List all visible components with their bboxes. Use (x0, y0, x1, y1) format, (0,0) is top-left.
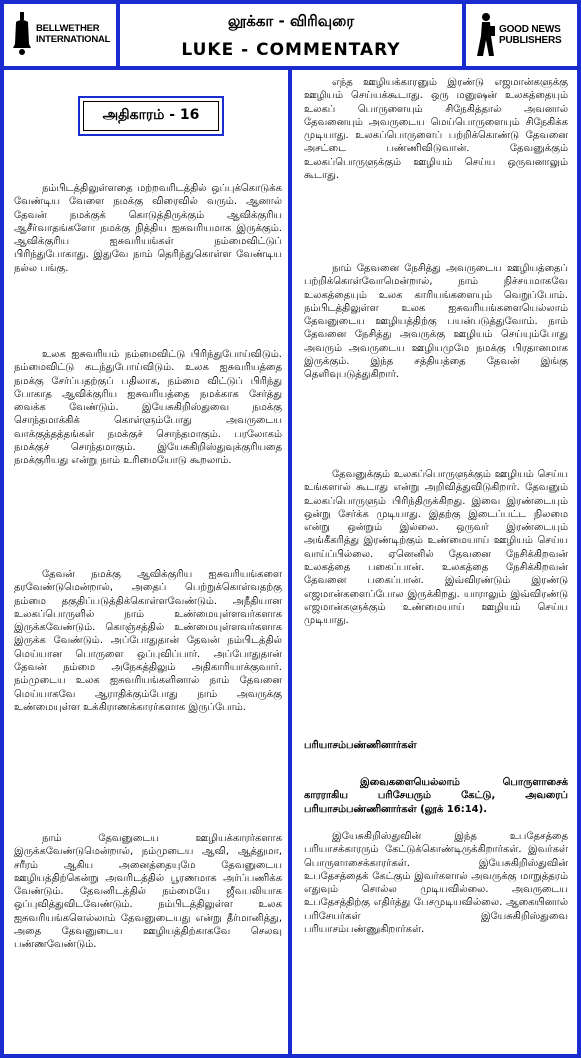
left-paragraph-4: நாம் தேவனுடைய ஊழியக்காரர்களாக இருக்கவேண்டுமென்றால், நம்முடைய ஆவி, ஆத்துமா, சரீரம் ஆகிய அனைத்தையுமே தேவனுடைய ஊழியத்திற்கென்று அவரிடத்தில் பூரணமாக அர்ப்பணிக்க வேண்டும். தேவனிடத்தில் நம்மையே ஜீவபலியாக ஒப்புவித்துவிடவேண்டும். நம்பிடத்திலுள்ள உலக ஐசுவரியங்களெல்லாம் தேவனுடையது என்று தீர்மானித்து, அதை தேவனுடைய ஊழியத்திற்காகவே செலவு பண்ணவேண்டும். (14, 833, 282, 951)
bell-icon (12, 12, 32, 56)
good-news-line1: GOOD NEWS (499, 24, 561, 35)
left-paragraph-3: தேவன் நமக்கு ஆவிக்குரிய ஐசுவரியங்களை தரவேண்டுமென்றால், அதைப் பெற்றுக்கொள்வதற்கு நம்மை தகுதிப்படுத்திக்கொள்ளவேண்டும். அநீதியான உலகப்பொருளில் நாம் உண்மையுள்ளவர்களாக இருக்கவேண்டும். கொஞ்சத்தில் உண்மையுள்ளவர்களாக இருக்க வேண்டும். அப்போதுதான் தேவன் நம்பிடத்தில் மெய்யான பொருளை ஒப்புவிப்பார். அப்போதுதான் தேவன் நம்மை அநேகத்திலும் அதிகாரியாக்குவார். நம்முடைய உலக ஐசுவரியங்களினால் நாம் தேவனை மெய்யாகவே ஆராதிக்கும்போது நாம் அவருக்கு உண்மையுள்ள உக்கிராணக்காரர்களாக இருப்போம். (14, 569, 282, 713)
bellwether-line2: INTERNATIONAL (36, 34, 111, 45)
title-cell (120, 4, 462, 66)
good-news-line2: PUBLISHERS (499, 35, 562, 46)
section-heading: பரியாசம்பண்ணினார்கள் (304, 740, 417, 751)
right-paragraph-1: எந்த ஊழியக்காரனும் இரண்டு எஜமான்களுக்கு ஊழியம் செய்யக்கூடாது. ஒரு மனுஷன் உலகத்தையும் உலகப் பொருளையும் சிநேகித்தால் அவனால் தேவனையும் அவருடைய மெய்பொருளையும் சிநேகிக்க முடியாது. உலகப்பொருளைப் பற்றிக்கொண்டு தேவனை அசட்டை பண்ணிவிடுவான். தேவனுக்கும் உலகப்பொருளுக்கும் ஊழியம் செய்ய ஒருவனாலும் கூடாது. (304, 77, 568, 182)
right-column (292, 70, 577, 1054)
left-paragraph-1: நம்பிடத்திலுள்ளதை மற்றவரிடத்தில் ஒப்புக்கொடுக்க வேண்டிய வேளை நமக்கு விரைவில் வரும். ஆனால் தேவன் நமக்குக் கொடுத்திருக்கும் ஆவிக்குரிய ஆசீர்வாதங்களோ நமக்கு நித்திய ஐசுவரியமாக இருக்கும். ஆவிக்குரிய ஐசுவரியங்கள் நம்மைவிட்டுப் பிரிந்துபோகாது. இதுவே நாம் தெரிந்துகொள்ள வேண்டிய நல்ல பங்கு. (14, 183, 282, 274)
good-news-logo-cell (466, 4, 577, 66)
bellwether-line1: BELLWETHER (36, 23, 100, 34)
chapter-box (78, 96, 224, 136)
left-column (4, 70, 288, 1054)
bellwether-logo (12, 12, 110, 56)
scripture-quote: இவைகளையெல்லாம் பொருளாசைக் காரராகிய பரிசேயரும் கேட்டு, அவரைப் பரியாசம்பண்ணினார்கள் (லூக் 16:14). (304, 777, 568, 815)
chapter-title: அதிகாரம் - 16 (83, 101, 219, 131)
right-paragraph-3: தேவனுக்கும் உலகப்பொருளுக்கும் ஊழியம் செய்ய உங்களால் கூடாது என்று அறிவித்துவிடுகிறார். தேவனும் உலகப்பொருளும் பிரிந்திருக்கிறது. இவை இரண்டையும் ஒன்று சேர்க்க முடியாது. இதற்கு இடைப்பட்ட நிலமை என்று ஒன்றும் இல்லை. ஒருவர் இரண்டையும் அங்கீகரித்து இரண்டிற்கும் உண்மையாய் ஊழியம் செய்ய வாய்ப்பில்லை. ஏனெனில் தேவனை நேசிக்கிறவன் உலகத்தை பகைப்பான். உலகத்தை நேசிக்கிறவன் தேவனை பகைப்பான். இவ்விரண்டும் இரண்டு எஜமான்களைப்போல இருக்கிறது. யாராலும் இவ்விரண்டு எஜமான்களுக்கும் உண்மையாய் ஊழியம் செய்ய முடியாது. (304, 469, 568, 627)
left-paragraph-2: உலக ஐசுவரியம் நம்மைவிட்டு பிரிந்துபோய்விடும். நம்மைவிட்டு கடந்துபோய்விடும். உலக ஐசுவரியத்தை நமக்கு சேர்ப்பதற்குப் பதிலாக, நம்மை விட்டுப் பிரிந்து போகாத ஆவிக்குரிய ஐசுவரியத்தை நமக்காக சேர்த்து வைக்க வேண்டும். இயேசுகிறிஸ்துவை நமக்கு சொந்தமாக்கிக் கொள்ளும்போது அவருடைய வாக்குத்தத்தங்கள் நமக்குச் சொந்தமாகும். பரலோகம் நமக்குச் சொந்தமாகும். இயேசுகிறிஸ்துவுக்குரியதை நமக்குரியது என்று நாம் உரிமையோடு கூறலாம். (14, 349, 282, 467)
bellwether-logo-cell (4, 4, 116, 66)
right-paragraph-2: நாம் தேவனை நேசித்து அவருடைய ஊழியத்தைப் பற்றிக்கொள்வோமென்றால், நாம் நிச்சயமாகவே உலகத்தையும் உலக காரியங்களையும் வெறுப்போம். நம்பிடத்திலுள்ள உலக ஐசுவரியங்களையெல்லாம் தேவனுடைய ஊழியத்திற்கு பயன்படுத்துவோம். நாம் தேவனை நேசித்து அவருக்கு ஊழியம் செய்யும்போது அவரும் அவருடைய ஊழியமுமே நமக்கு பிரதானமாக இருக்கும். இந்த சத்தியத்தை தேவன் இங்கு தெளிவுபடுத்துகிறார். (304, 263, 568, 381)
title-english: LUKE - COMMENTARY (181, 40, 401, 60)
closing-paragraph: இயேசுகிறிஸ்துவின் இந்த உபதேசத்தை பரியாசக்காரரும் கேட்டுக்கொண்டிருக்கிறார்கள். இவர்கள் பொருளாசைக்காரர்கள். இயேசுகிறிஸ்துவின் உபதேசத்தைக் கேட்கும் இவர்களால் அவருக்கு மாறுத்தரம் எதுவும் சொல்ல முடியவில்லை. அவருடைய உபதேசத்திற்கு எதிர்த்து பேசமுடியவில்லை. ஆகையினால் பரிசேயர்கள் இயேசுகிறிஸ்துவை பரியாசம்பண்ணுகிறார்கள். (304, 831, 568, 936)
good-news-logo (474, 12, 561, 58)
walking-man-icon (474, 12, 496, 58)
title-tamil: லூக்கா - விரிவுரை (227, 12, 355, 30)
